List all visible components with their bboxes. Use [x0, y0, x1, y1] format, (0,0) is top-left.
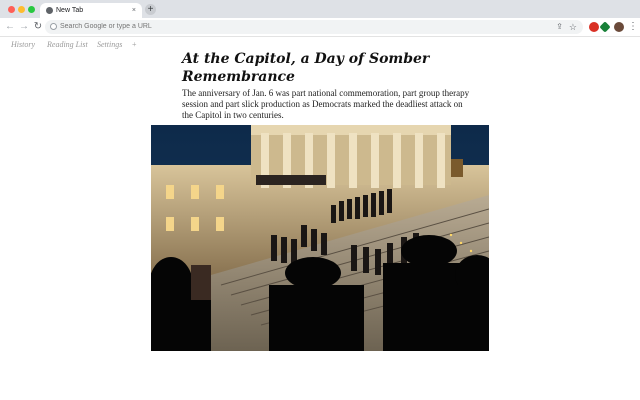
new-tab-button[interactable]: + — [145, 4, 156, 15]
extension-red-icon[interactable] — [589, 22, 599, 32]
minimize-window-icon[interactable] — [18, 6, 25, 13]
maximize-window-icon[interactable] — [28, 6, 35, 13]
back-icon[interactable]: ← — [5, 21, 15, 32]
tab-title: New Tab — [56, 7, 84, 14]
profile-avatar[interactable] — [614, 22, 624, 32]
reading-list-link[interactable]: Reading List — [47, 40, 88, 49]
settings-link[interactable]: Settings — [97, 40, 123, 49]
tab-close-icon[interactable]: × — [131, 7, 136, 14]
omnibox[interactable] — [45, 20, 583, 34]
capitol-steps-photo — [151, 125, 489, 351]
reload-icon[interactable]: ↻ — [33, 21, 43, 32]
forward-icon[interactable]: → — [19, 21, 29, 32]
menu-icon[interactable]: ⋮ — [628, 21, 638, 32]
address-bar-input[interactable] — [60, 20, 480, 34]
close-window-icon[interactable] — [8, 6, 15, 13]
article-photo[interactable] — [151, 125, 489, 351]
article-headline[interactable]: At the Capitol, a Day of Somber Remembrance — [182, 51, 430, 85]
chrome-favicon-icon — [46, 7, 53, 14]
extension-green-icon[interactable] — [599, 21, 610, 32]
share-icon[interactable]: ⇪ — [556, 22, 563, 31]
article-summary: The anniversary of Jan. 6 was part national commemoration, part group therapy session and part slick production as Democrats marked the deadliest attack on the Capitol in two centuries. — [182, 88, 470, 120]
tab-strip — [0, 0, 640, 18]
bookmark-star-icon[interactable]: ☆ — [568, 22, 577, 32]
tab-new-tab[interactable] — [40, 3, 142, 18]
history-link[interactable]: History — [11, 40, 35, 49]
browser-toolbar — [0, 18, 640, 37]
add-link-button[interactable]: + — [132, 40, 137, 49]
google-icon — [50, 23, 57, 30]
